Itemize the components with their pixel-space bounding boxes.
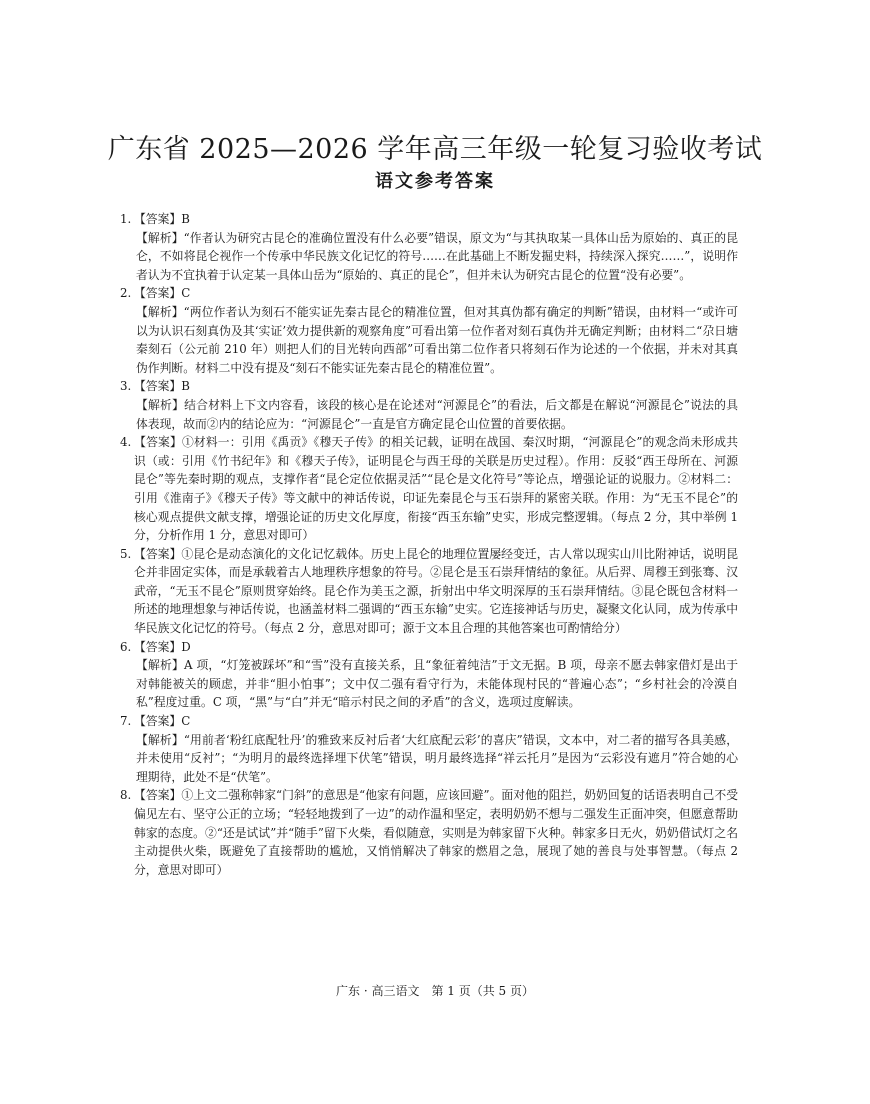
answer-item: [120, 545, 738, 638]
question-number: 6.: [120, 639, 132, 654]
question-number: 7.: [120, 714, 132, 729]
answer-text: 【答案】D: [134, 639, 191, 654]
question-number: 3.: [120, 379, 132, 394]
page-subtitle: 语文参考答案: [375, 171, 495, 192]
explanation-text: 【解析】结合材料上下文内容看，该段的核心是在论述对“河源昆仑”的看法，后文都是在解说“河源昆仑”说法的具体表现，故而②内的结论应为：“河源昆仑”一直是官方确定昆仑山位置的首要依据。: [136, 397, 738, 431]
answer-item: [120, 433, 738, 545]
explanation-text: 【解析】“用前者‘粉红底配牡丹’的雅致来反衬后者‘大红底配云彩’的喜庆”错误，文本中，对二者的描写各具美感，并未使用“反衬”；“为明月的最终选择埋下伏笔”错误，明月最终选择“祥云托月”是因为“云彩没有遮月”符合她的心理期待，此处不是“伏笔”。: [136, 732, 738, 784]
question-number: 5.: [120, 546, 132, 561]
explanation-text: 【解析】“作者认为研究古昆仑的准确位置没有什么必要”错误，原文为“与其执取某一具体山岳为原始的、真正的昆仑，不如将昆仑视作一个传承中华民族文化记忆的符号……在此基础上不断发掘史料，持续深入探究……”，说明作者认为不宜执着于认定某一具体山岳为“原始的、真正的昆仑”，但并未认为研究古昆仑的位置“没有必要”。: [136, 230, 738, 282]
explanation-text: 【解析】A 项，“灯笼被踩坏”和“雪”没有直接关系，且“象征着纯洁”于文无据。B 项，母亲不愿去韩家借灯是出于对韩能被关的顾虑，并非“胆小怕事”；文中仅二强有看守行为，未能体现村民的“普遍心态”；“乡村社会的冷漠自私”程度过重。C 项，“黑”与“白”并无“暗示村民之间的矛盾”的含义，选项过度解读。: [136, 658, 738, 710]
answer-text: 【答案】B: [134, 379, 190, 394]
answer-text: 【答案】C: [134, 286, 191, 301]
answer-text: 【答案】B: [134, 212, 190, 226]
answer-item: [120, 712, 738, 786]
answer-list: [120, 210, 738, 879]
answer-item: [120, 786, 738, 879]
answer-item: [120, 638, 738, 712]
answer-text: 【答案】①上文二强称韩家“门斜”的意思是“他家有问题，应该回避”。面对他的阻拦，奶奶回复的话语表明自己不受偏见左右、坚守公正的立场；“轻轻地拨到了一边”的动作温和坚定，表明奶奶不想与二强发生正面冲突，但愿意帮助韩家的态度。②“还是试试”并“随手”留下火柴，看似随意，实则是为韩家留下火种。韩家多日无火，奶奶借试灯之名主动提供火柴，既避免了直接帮助的尴尬，又悄悄解决了韩家的燃眉之急，展现了她的善良与处事智慧。（每点 2 分，意思对即可）: [134, 788, 738, 877]
answer-item: [120, 284, 738, 377]
page-footer: 广东 · 高三语文 第 1 页（共 5 页）: [336, 984, 534, 998]
answer-text: 【答案】①昆仑是动态演化的文化记忆载体。历史上昆仑的地理位置屡经变迁，古人常以现实山川比附神话，说明昆仑并非固定实体，而是承载着古人地理秩序想象的符号。②昆仑是玉石崇拜情结的象征。从后羿、周穆王到张骞、汉武帝，“无玉不昆仑”原则贯穿始终。昆仑作为美玉之源，折射出中华文明深厚的玉石崇拜情结。③昆仑既包含材料一所述的地理想象与神话传说，也涵盖材料二强调的“西玉东输”史实。它连接神话与历史，凝聚文化认同，成为传承中华民族文化记忆的符号。（每点 2 分，意思对即可；源于文本且合理的其他答案也可酌情给分）: [134, 546, 738, 636]
answer-text: 【答案】C: [134, 714, 191, 729]
answer-item: [120, 210, 738, 284]
question-number: 8.: [120, 788, 132, 803]
question-number: 1.: [120, 212, 132, 226]
answer-item: [120, 377, 738, 433]
answer-text: 【答案】①材料一：引用《禹贡》《穆天子传》的相关记载，证明在战国、秦汉时期，“河源昆仑”的观念尚未形成共识（或：引用《竹书纪年》和《穆天子传》，证明昆仑与西王母的关联是历史过程）。作用：反驳“西王母所在、河源昆仑”等先秦时期的观点，支撑作者“昆仑定位依据灵活”“昆仑是文化符号”等论点，增强论证的说服力。②材料二：引用《淮南子》《穆天子传》等文献中的神话传说，印证先秦昆仑与玉石崇拜的紧密关联。作用：为“无玉不昆仑”的核心观点提供文献支撑，增强论证的历史文化厚度，衔接“西玉东输”史实，形成完整逻辑。（每点 2 分，其中举例 1 分，分析作用 1 分，意思对即可）: [134, 435, 738, 543]
question-number: 4.: [120, 435, 132, 450]
explanation-text: 【解析】“两位作者认为刻石不能实证先秦古昆仑的精准位置，但对其真伪都有确定的判断”错误，由材料一“或许可以为认识石刻真伪及其‘实证’效力提供新的观察角度”可看出第一位作者对刻石真伪并无确定判断；由材料二“尕日塘秦刻石（公元前 210 年）则把人们的目光转向西部”可看出第二位作者只将刻石作为论述的一个依据，并未对其真伪作判断。材料二中没有提及“刻石不能实证先秦古昆仑的精准位置”。: [136, 304, 738, 375]
question-number: 2.: [120, 286, 132, 301]
page-title: 广东省 2025—2026 学年高三年级一轮复习验收考试: [107, 134, 763, 165]
